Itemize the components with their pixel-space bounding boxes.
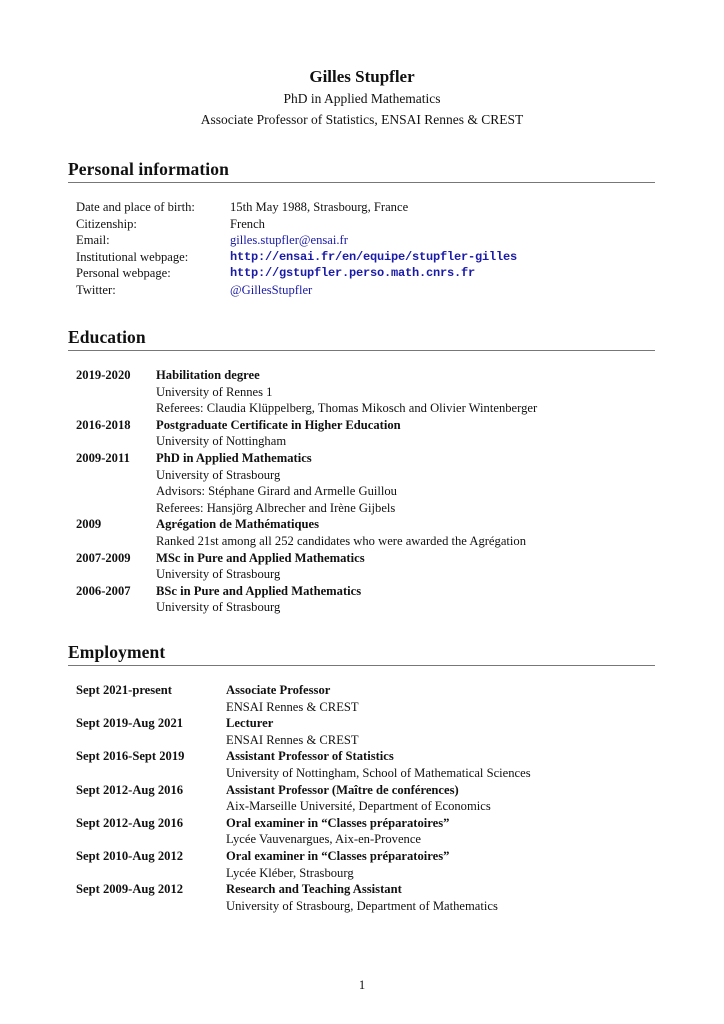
employment-title: Lecturer [226, 716, 274, 731]
education-detail: Ranked 21st among all 252 candidates who were awarded the Agrégation [156, 533, 527, 548]
personal-info-row-birth [76, 199, 655, 216]
employment-detail: ENSAI Rennes & CREST [226, 699, 359, 714]
employment-entry [76, 715, 655, 748]
birth-label: Date and place of birth: [76, 200, 195, 214]
employment-detail: University of Strasbourg, Department of Mathematics [226, 898, 498, 913]
education-list [76, 367, 655, 616]
education-date: 2006-2007 [76, 583, 131, 598]
education-detail: University of Rennes 1 [156, 384, 273, 399]
twitter-link[interactable]: @GillesStupfler [230, 282, 313, 297]
section-title-education: Education [68, 326, 655, 351]
employment-section [68, 641, 655, 914]
employment-date: Sept 2016-Sept 2019 [76, 749, 185, 764]
employment-title: Oral examiner in “Classes préparatoires” [226, 815, 450, 830]
email-label: Email: [76, 233, 110, 248]
employment-title: Research and Teaching Assistant [226, 882, 402, 897]
education-title: Postgraduate Certificate in Higher Education [156, 417, 401, 432]
employment-date: Sept 2012-Aug 2016 [76, 815, 184, 830]
education-detail: University of Nottingham [156, 434, 287, 449]
education-entry [76, 450, 655, 516]
education-date: 2009 [76, 517, 102, 532]
education-section [68, 326, 655, 616]
page-number: 1 [358, 978, 366, 992]
personal-info-row-citizenship [76, 216, 655, 233]
employment-list [76, 682, 655, 914]
cv-header [0, 66, 724, 130]
education-detail: University of Strasbourg [156, 467, 281, 482]
education-entry [76, 417, 655, 450]
twitter-label: Twitter: [76, 282, 116, 297]
employment-date: Sept 2010-Aug 2012 [76, 848, 184, 863]
employment-title: Assistant Professor of Statistics [226, 749, 394, 764]
employment-date: Sept 2019-Aug 2021 [76, 716, 184, 731]
employment-detail: University of Nottingham, School of Mathematical Sciences [226, 765, 531, 780]
education-title: Habilitation degree [156, 368, 260, 382]
education-date: 2016-2018 [76, 417, 131, 432]
personal-webpage-link[interactable]: http://gstupfler.perso.math.cnrs.fr [230, 266, 476, 281]
section-title-employment: Employment [68, 641, 655, 666]
employment-title: Oral examiner in “Classes préparatoires” [226, 848, 450, 863]
email-link[interactable]: gilles.stupfler@ensai.fr [230, 233, 348, 248]
personal-info-row-email [76, 232, 655, 249]
personal-webpage-label: Personal webpage: [76, 266, 171, 281]
personal-info-list [76, 199, 655, 299]
education-detail: Referees: Hansjörg Albrecher and Irène Gijbels [156, 500, 396, 515]
institutional-webpage-label: Institutional webpage: [76, 249, 189, 264]
education-title: BSc in Pure and Applied Mathematics [156, 583, 362, 598]
employment-entry [76, 748, 655, 781]
education-title: Agrégation de Mathématiques [156, 517, 319, 532]
employment-detail: Lycée Vauvenargues, Aix-en-Provence [226, 832, 422, 847]
degree-line: PhD in Applied Mathematics [283, 91, 441, 106]
employment-title: Associate Professor [226, 683, 331, 697]
education-detail: University of Strasbourg [156, 567, 281, 582]
education-date: 2019-2020 [76, 368, 131, 382]
education-detail: University of Strasbourg [156, 600, 281, 615]
employment-entry [76, 815, 655, 848]
education-entry [76, 583, 655, 616]
employment-entry [76, 782, 655, 815]
education-date: 2007-2009 [76, 550, 131, 565]
employment-entry [76, 682, 655, 715]
education-detail: Advisors: Stéphane Girard and Armelle Guillou [156, 484, 397, 499]
education-detail: Referees: Claudia Klüppelberg, Thomas Mikosch and Olivier Wintenberger [156, 401, 538, 416]
employment-date: Sept 2012-Aug 2016 [76, 782, 184, 797]
personal-info-row-institutional [76, 249, 655, 266]
citizenship-value: French [230, 216, 265, 231]
employment-detail: ENSAI Rennes & CREST [226, 732, 359, 747]
employment-title: Assistant Professor (Maître de conférences) [226, 782, 459, 797]
employment-detail: Aix-Marseille Université, Department of Economics [226, 799, 491, 814]
employment-entry [76, 881, 655, 914]
birth-value: 15th May 1988, Strasbourg, France [230, 200, 409, 214]
education-entry [76, 367, 655, 417]
citizenship-label: Citizenship: [76, 216, 137, 231]
personal-information-section [68, 158, 655, 299]
employment-detail: Lycée Kléber, Strasbourg [226, 865, 354, 880]
personal-info-row-twitter [76, 282, 655, 299]
education-date: 2009-2011 [76, 450, 130, 465]
education-title: MSc in Pure and Applied Mathematics [156, 550, 365, 565]
education-title: PhD in Applied Mathematics [156, 450, 312, 465]
employment-entry [76, 848, 655, 881]
employment-date: Sept 2009-Aug 2012 [76, 882, 184, 897]
institutional-webpage-link[interactable]: http://ensai.fr/en/equipe/stupfler-gilles [230, 249, 518, 264]
education-entry [76, 516, 655, 549]
person-name: Gilles Stupfler [309, 67, 415, 86]
personal-info-row-personal [76, 265, 655, 282]
employment-date: Sept 2021-present [76, 683, 172, 697]
position-line: Associate Professor of Statistics, ENSAI Rennes & CREST [200, 112, 524, 127]
section-title-personal: Personal information [68, 158, 655, 183]
education-entry [76, 550, 655, 583]
